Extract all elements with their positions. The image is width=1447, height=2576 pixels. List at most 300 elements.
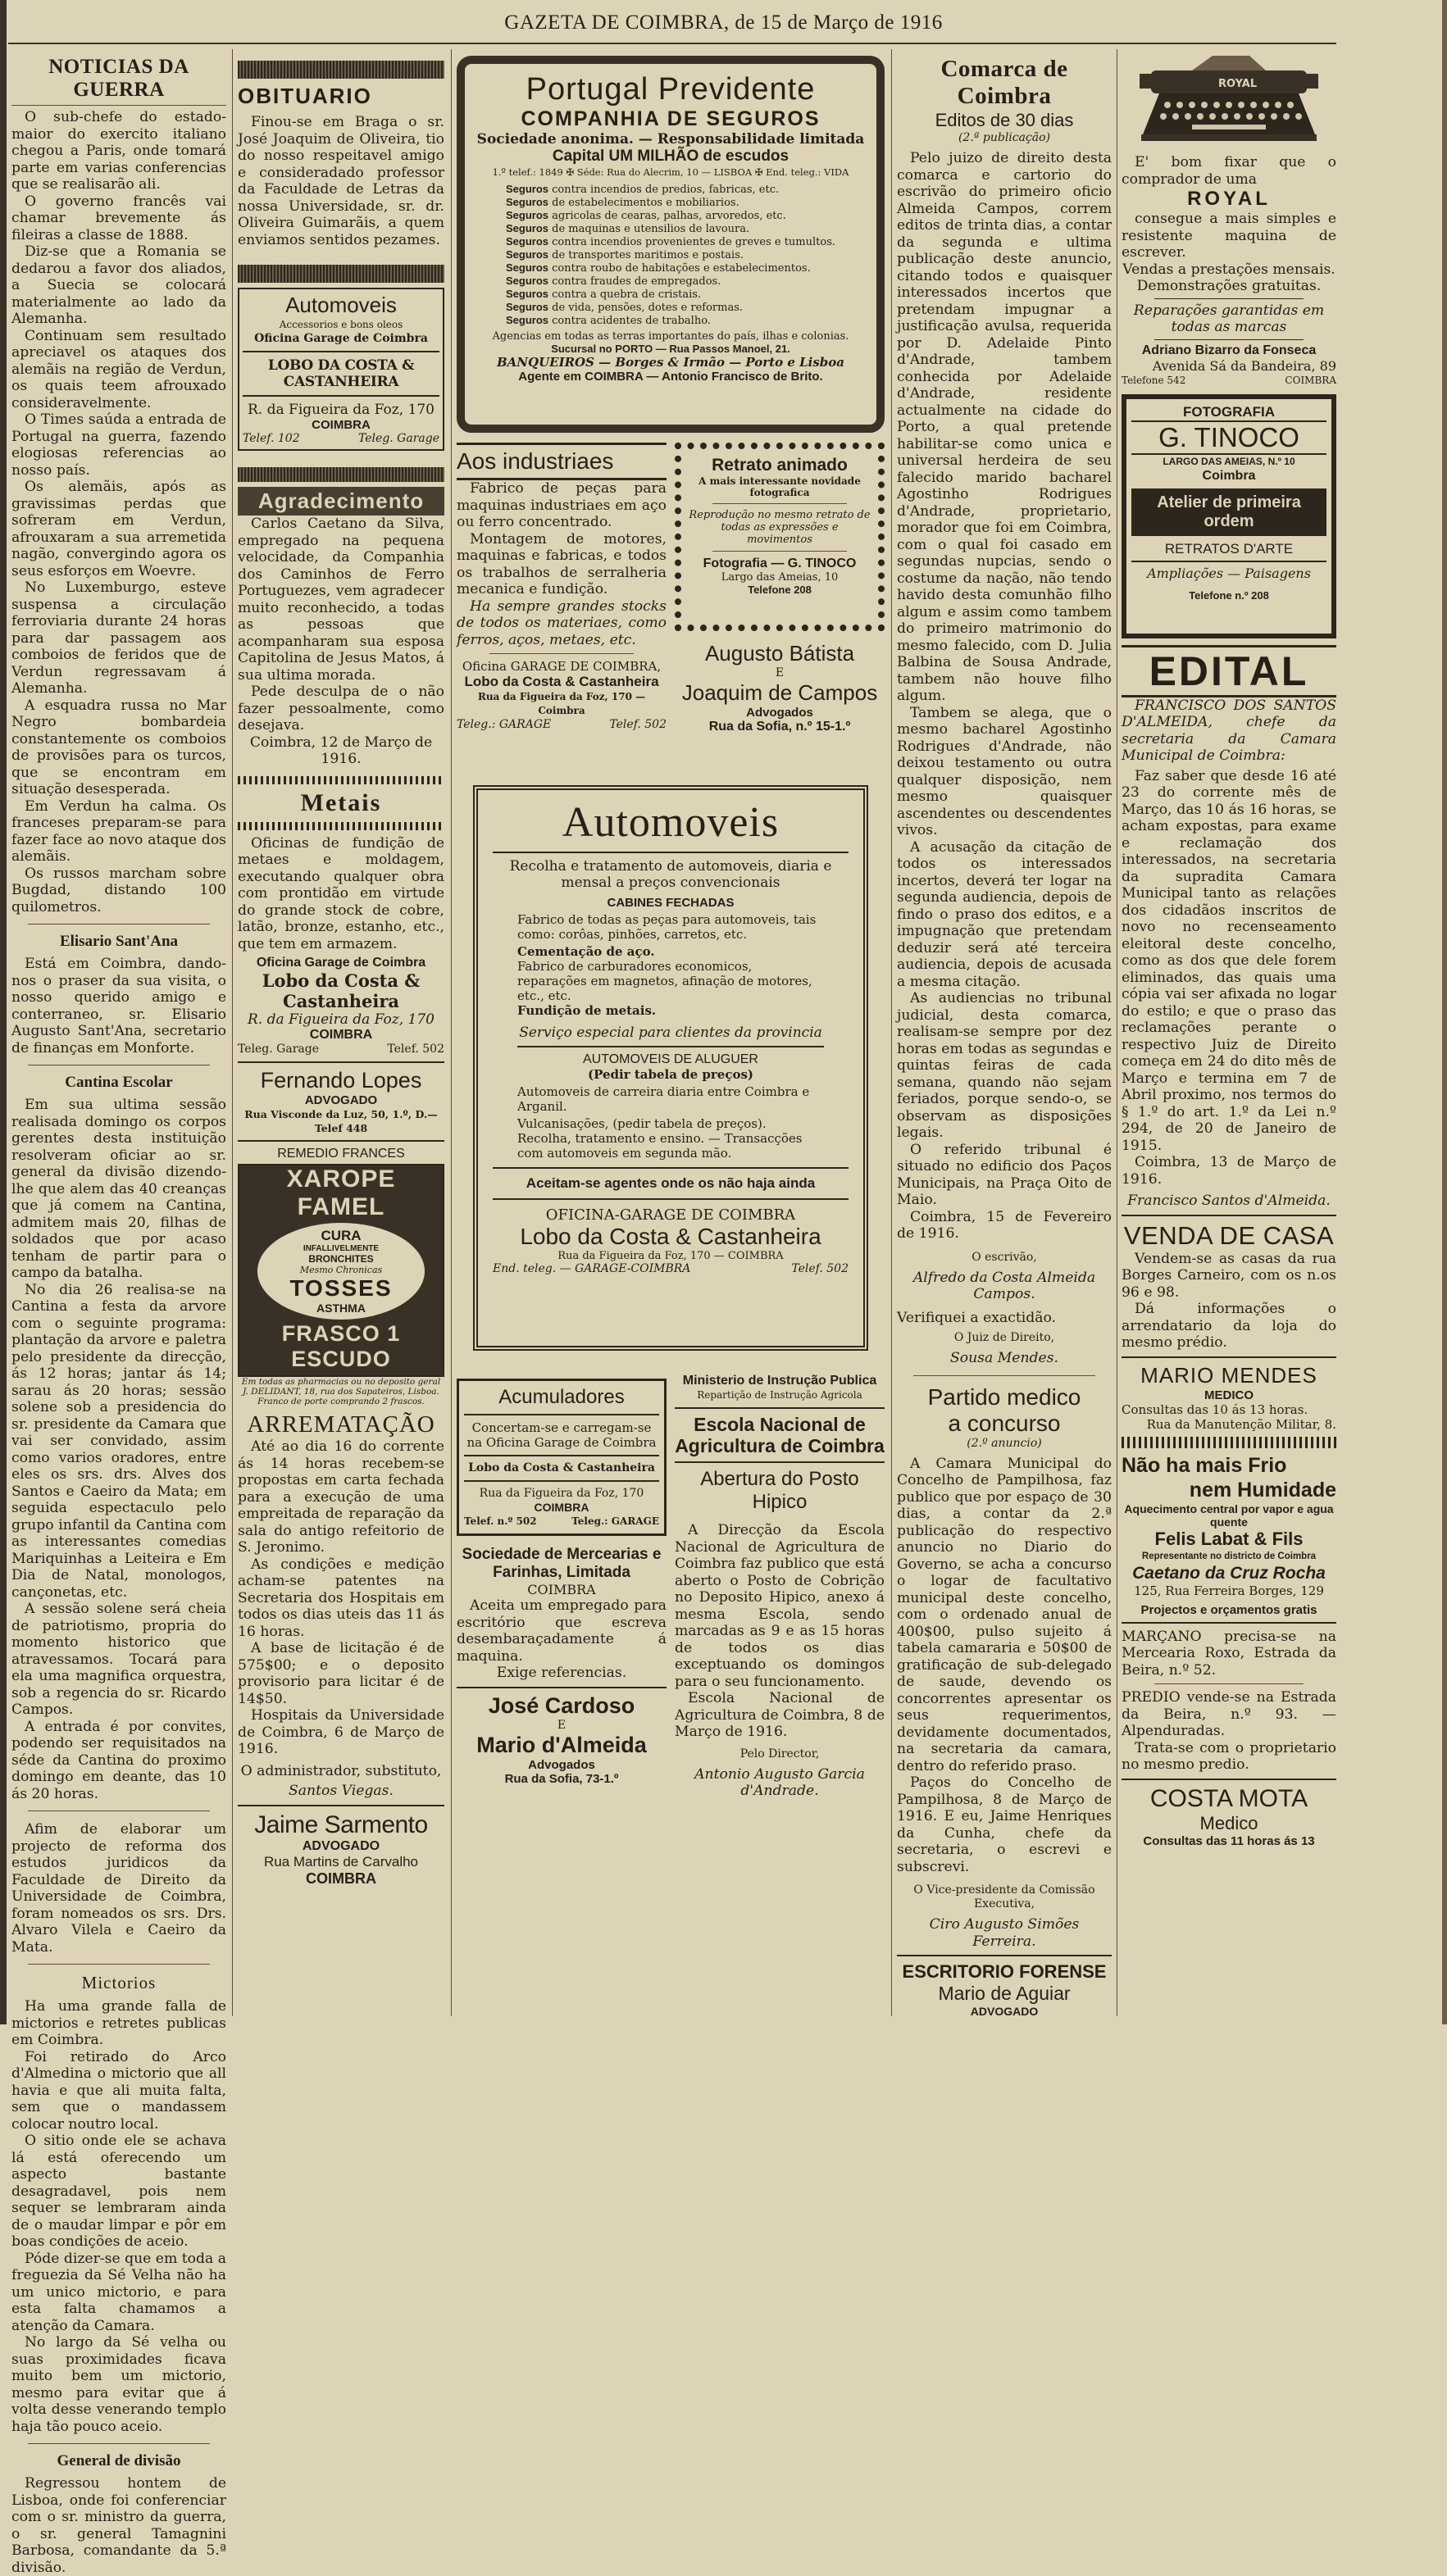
paragraph: As audiencias no tribunal judicial, desta comarca, realisam-se sempre por dez horas em todas as segundas e quintas feiras de cada semana, quando não sejam feriados, porque sendo-o, se observam as disposições legais. [897, 990, 1112, 1141]
paragraph: O Times saúda a entrada de Portugal na guerra, fazendo elogiosas referencias ao nosso país. [11, 411, 226, 479]
comarca-juiz: O Juiz de Direito, [953, 1331, 1055, 1344]
paragraph: Escola Nacional de Agricultura de Coimbra, 8 de Março de 1916. [675, 1690, 885, 1740]
ad-rule [464, 1414, 659, 1415]
auto-fund: Fundição de metais. [517, 1003, 657, 1018]
pp-item-text: contra acidentes de trabalho. [552, 315, 711, 327]
portugal-previdente-ad [457, 56, 885, 433]
paragraph: A sessão solene será cheia de patriotismo, propria do momento historico que atravessamos. Tocará para ela uma magnifica orquestra, sob a regencia do sr. Ricardo Campos. [11, 1601, 226, 1718]
arrematacao-sign: Santos Viegas. [289, 1783, 394, 1799]
paragraph: A esquadra russa no Mar Negro bombardeia constantemente os comboios de provisões para os turcos, que se encontram em situação desesperada. [11, 697, 226, 797]
comarca-verif: Verifiquei a exactidão. [897, 1309, 1056, 1326]
auto-cabines: CABINES FECHADAS [607, 896, 735, 910]
frio-title1: Não ha mais Frio [1122, 1453, 1287, 1477]
tinoco-ad [1122, 394, 1336, 638]
pp-soc: Sociedade anonima. — Responsabilidade limitada [476, 131, 865, 148]
paragraph: Diz-se que a Romania se dedarou a favor dos aliados, a Suecia se colocará materialmente ao lado da Alemanha. [11, 243, 226, 327]
auto-fab1: Fabrico de todas as peças para automoveis, tais como: corôas, pinhões, carretos, etc. [517, 912, 817, 942]
ad-title: Automoveis [285, 293, 397, 317]
mm-name: MARIO MENDES [1140, 1362, 1317, 1388]
pm-title1: Partido medico [927, 1383, 1081, 1410]
paragraph: No largo da Sé velha ou suas proximidades ficava muito bem um mictorio, mesmo para evitar que á volta desse venerando templo haja tão pouco aceio. [11, 2334, 226, 2435]
auto-title: Automoveis [562, 799, 780, 846]
pp-item-text: de estabelecimentos e mobiliarios. [552, 197, 739, 209]
paragraph: As condições e medição acham-se patentes na Secretaria dos Hospitais em todos os dias uteis das 11 ás 16 horas. [238, 1556, 444, 1640]
column-3 [457, 56, 885, 2015]
pp-item [506, 301, 835, 314]
ad-rule [243, 395, 439, 397]
ad-teleg: Teleg. Garage [358, 432, 439, 445]
jc-address: Rua da Sofia, 73-1.º [504, 1771, 619, 1786]
metais-title: Metais [300, 788, 382, 816]
tinoco-ampliacoes: Ampliações — Paisagens [1147, 565, 1311, 581]
elisario-text: Está em Coimbra, dando-nos o praser da sua visita, o nosso querido amigo e conterraneo, sr. Elisario Augusto Sant'Ana, secretario de finanças em Monforte. [11, 956, 226, 1056]
paragraph: Ha uma grande falla de mictorios e retretes publicas em Coimbra. [11, 1998, 226, 2048]
xarope-bron: BRONCHITES [308, 1253, 374, 1265]
pp-item-kind: Seguros [506, 183, 549, 195]
soc-text: Aceita um empregado para escritório que escreva desembaraçadamente á maquina. [457, 1597, 667, 1665]
royal-owner: Adriano Bizarro da Fonseca [1141, 343, 1317, 357]
comarca-pub: (2.ª publicação) [958, 131, 1051, 144]
predio-ad: PREDIO vende-se na Estrada da Beira, n.º 93. — Alpenduradas. [1122, 1689, 1336, 1739]
paragraph: O sitio onde ele se achava lá está oferecendo um aspecto bastante desagradavel, pois nem sequer se lembraram ainda de o maudar limpar e pôr em boas condições de aceio. [11, 2133, 226, 2250]
pp-capital: Capital UM MILHÃO de escudos [552, 148, 789, 165]
pp-agencias: Agencias em todas as terras importantes do país, ilhas e colonias. [492, 330, 849, 343]
obituario-text: Finou-se em Braga o sr. José Joaquim de Oliveira, tio do nosso respeitavel amigo e consideradado professor da Faculdade de Letras da nossa Universidade, sr. dr. Oliveira Guimarãis, a quem enviamos sentidos pezames. [238, 114, 444, 248]
paragraph: A Direcção da Escola Nacional de Agricultura de Coimbra faz publico que está aberto o Posto de Cobrição no Deposito Hipico, anexo á mesma Escola, sendo marcadas as 9 e as 15 horas de todos os dias exceptuando os domingos para o seu funcionamento. [675, 1522, 885, 1690]
industriaes-contacts [457, 718, 667, 732]
divider [712, 551, 847, 552]
typewriter-icon [1135, 56, 1323, 152]
ab-name2: Joaquim de Campos [681, 680, 878, 705]
divider [1154, 1683, 1304, 1684]
pp-item [506, 235, 835, 248]
marcano-ad: MARÇANO precisa-se na Mercearia Roxo, Estrada da Beira, n.º 52. [1122, 1628, 1336, 1679]
metais-tel: Telef. 502 [387, 1043, 444, 1056]
auto-aluguer: AUTOMOVEIS DE ALUGUER [583, 1052, 758, 1066]
ad-garage: Oficina Garage de Coimbra [254, 332, 428, 345]
tinoco-atelier: Atelier de primeira ordem [1131, 488, 1326, 536]
metais-garage: Oficina Garage de Coimbra [256, 956, 426, 970]
reforma-text: Afim de elaborar um projecto de reforma dos estudos juridicos da Faculdade de Direito da Universidade de Coimbra, foram nomeados os srs. Drs. Alvaro Vilela e Caeiro da Mata. [11, 1821, 226, 1956]
pp-item-kind: Seguros [506, 275, 549, 287]
page-edge [1442, 0, 1447, 2024]
right-ads [675, 443, 885, 780]
auto-contacts [493, 1262, 849, 1276]
auto-garage: OFICINA-GARAGE DE COIMBRA [545, 1206, 796, 1224]
industriaes-tel: Telef. 502 [609, 718, 667, 731]
ad-rule [493, 1167, 849, 1169]
pp-item [506, 209, 835, 222]
edital-sign: Francisco Santos d'Almeida. [1127, 1193, 1331, 1209]
column-rule [891, 49, 892, 2016]
mictorios-title: Mictorios [81, 1973, 157, 1992]
divider [238, 1140, 444, 1142]
retrato-foto: Fotografia — G. TINOCO [703, 557, 857, 570]
paragraph: Paços do Concelho de Pampilhosa, 8 de Março de 1916. E eu, Jaime Henriques da Cunha, chefe da secretaria, o escrevi e subscrevi. [897, 1774, 1112, 1875]
pp-item-kind: Seguros [506, 196, 549, 208]
paragraph: Montagem de motores, maquinas e fabricas, e todos os trabalhos de serralheria mecanica e fundição. [457, 530, 667, 597]
column-2 [238, 56, 444, 2015]
auto-vulc: Vulcanisações, (pedir tabela de preços). [517, 1116, 767, 1131]
comarca-sub: Editos de 30 dias [935, 110, 1074, 130]
divider [1122, 1622, 1336, 1624]
automoveis-ad [238, 288, 444, 451]
ministerio-title: Ministerio de Instrução Publica [682, 1374, 877, 1388]
paragraph: A entrada é por convites, podendo ser requisitados na séde da Cantina do proximo domingo em deante, das 10 ás 20 horas. [11, 1718, 226, 1802]
ornament-rule [1122, 1437, 1336, 1448]
xarope-note: Em todas as pharmacias ou no deposito geral J. DELIDANT, 18, rua dos Sapateiros, Lisboa. Franco de porte comprando 2 frascos. [241, 1377, 441, 1406]
ad-rule [493, 1198, 849, 1200]
divider [1154, 339, 1304, 340]
jaime-name: Jaime Sarmento [254, 1810, 428, 1838]
column-rule [232, 49, 233, 2016]
divider [11, 105, 226, 106]
acum-owner: Lobo da Costa & Castanheira [468, 1461, 655, 1474]
xarope-cura: CURA [321, 1228, 362, 1243]
ornament-rule [238, 822, 444, 830]
ad-rule [243, 351, 439, 352]
frio-name: Felis Labat & Fils [1154, 1528, 1304, 1549]
general-text: Regressou hontem de Lisboa, onde foi conferenciar com o sr. ministro da guerra, o sr. general Tamagnini Barbosa, comandante da 5.ª divisão. [11, 2475, 226, 2576]
cm-hours: Consultas das 11 horas ás 13 [1143, 1833, 1315, 1848]
ornament-band [238, 61, 444, 79]
mm-role: MEDICO [1204, 1388, 1254, 1402]
pp-item [506, 248, 835, 261]
ab-name1: Augusto Bátista [704, 641, 855, 666]
metais-ad [238, 956, 444, 1056]
soc-ref: Exige referencias. [496, 1665, 627, 1681]
divider [1122, 1356, 1336, 1358]
frio-address: 125, Rua Ferreira Borges, 129 [1134, 1583, 1324, 1598]
auto-owner: Lobo da Costa & Castanheira [520, 1224, 821, 1249]
pp-item-text: agricolas de cearas, palhas, arvoredos, etc. [552, 210, 786, 222]
paragraph: Faz saber que desde 16 até 23 do corrente mês de Março, das 10 ás 16 horas, se acham expostas, para exame e reclamação dos interessados, na secretaria da supradita Camara Municipal tanto as relações dos cidadãos inscritos de novo no recenseamento eleitoral deste concelho, como as dos que dele forem eliminados, das quais uma cópia vai ser afixada no logar do estilo; e que o praso das reclamações perante o respectivo Juiz de Direito começa em 24 do dito mês de Março e termina em 7 de Abril proximo, nos termos do § 1.º do art. 1.º da Lei n.º 294, de 20 de Janeiro de 1915. [1122, 767, 1336, 1154]
posto-title: Abertura do Posto Hipico [700, 1468, 859, 1513]
divider [238, 1061, 444, 1063]
masthead-rule [8, 43, 1336, 44]
retrato-ad [675, 443, 885, 631]
lopes-address: Rua Visconde da Luz, 50, 1.º, D.—Telef 448 [244, 1108, 438, 1134]
posto-director: Pelo Director, [739, 1747, 820, 1760]
industriaes-teleg: Teleg.: GARAGE [457, 718, 552, 731]
pp-item [506, 288, 835, 301]
pp-item-text: de vida, pensões, dotes e reformas. [552, 302, 743, 314]
typewriter-label: ROYAL [1218, 78, 1258, 90]
auto-fab2: Fabrico de carburadores economicos, reparações em magnetos, afinação de motores, etc., etc. [517, 959, 812, 1003]
xarope-title: XAROPE FAMEL [286, 1165, 396, 1220]
ab-address: Rua da Sofia, n.º 15-1.º [708, 720, 851, 734]
xarope-frasco: FRASCO 1 ESCUDO [281, 1321, 401, 1371]
arrematacao-title: ARREMATAÇÃO [247, 1411, 435, 1438]
acum-tel: Telef. n.º 502 [464, 1515, 537, 1527]
comarca-escrivao: O escrivão, [971, 1250, 1037, 1264]
venda-text2: Dá informações o arrendatario da loja do mesmo prédio. [1122, 1301, 1336, 1351]
frio-title2: nem Humidade [1189, 1478, 1336, 1502]
obituario-title: OBITUARIO [238, 84, 372, 108]
divider [913, 1375, 1095, 1376]
divider [28, 924, 210, 925]
paragraph: A Camara Municipal do Concelho de Pampilhosa, faz publico que por espaço de 30 dias, a contar da 2.ª publicação do respectivo anuncio no Diario do Governo, se acha a concurso o logar de facultativo municipal deste concelho, com o ordenado anual de 400$00, pulso sujeito á tabela camararia e 50$00 de gratificação de sub-delegado de saude, devendo os concorrentes apresentar os seus requerimentos, devidamente documentados, na secretaria da camara, dentro do referido praso. [897, 1455, 1112, 1774]
ad-rule [493, 852, 849, 853]
retrato-sub: A mais interessante novidade fotografica [698, 475, 861, 498]
agradecimento-date: Coimbra, 12 de Março de 1916. [249, 734, 433, 767]
divider [675, 1461, 885, 1463]
venda-text1: Vendem-se as casas da rua Borges Carneiro, com os n.os 96 e 98. [1122, 1250, 1336, 1301]
jc-name1: José Cardoso [488, 1692, 635, 1718]
retrato-text: Reprodução no mesmo retrato de todas as expressões e movimentos [689, 509, 871, 546]
ad-tel: Telef. 102 [243, 432, 300, 445]
paragraph: Em sua ultima sessão realisada domingo os corpos gerentes desta instituição resolveram oficiar ao sr. general da divisão dizendo-lhe que alem das 40 creanças que já comem na Cantina, admitem mais 20, filhas de soldados que por acaso tenham de partir para o campo da batalha. [11, 1097, 226, 1281]
column-4 [897, 56, 1112, 2018]
xarope-chron: Mesmo Chronicas [299, 1265, 383, 1275]
automoveis-main-ad [473, 785, 868, 1351]
pm-sign: Ciro Augusto Simões Ferreira. [929, 1916, 1080, 1950]
cm-role: Medico [1199, 1812, 1258, 1833]
pp-item-kind: Seguros [506, 261, 549, 274]
pp-item-text: contra fraudes de empregados. [552, 275, 721, 288]
paragraph: Carlos Caetano da Silva, empregado na pequena velocidade, da Companhia dos Caminhos de Ferro Portuguezes, vem agradecer muito reconhecido, a todas as pessoas que acompanharam sua esposa Capitolina de Jesus Matos, á sua ultima morada. [238, 516, 444, 684]
pp-title: Portugal Previdente [526, 72, 816, 107]
tinoco-address: LARGO DAS AMEIAS, N.º 10 [1163, 455, 1295, 467]
ornament-rule [238, 776, 444, 784]
divider [1122, 1215, 1336, 1216]
ab-role: Advogados [746, 706, 813, 720]
edital-title: EDITAL [1122, 645, 1336, 697]
paragraph: Em Verdun ha calma. Os franceses preparam-se para fazer face ao novo ataque dos alemãis. [11, 797, 226, 865]
xarope-oval [257, 1223, 425, 1320]
arrematacao-admin: O administrador, substituto, [240, 1762, 442, 1779]
auto-recolha: Recolha, tratamento e ensino. — Transacções com automoveis em segunda mão. [517, 1131, 803, 1161]
acumuladores-ad [457, 1379, 667, 1536]
posto-sign: Antonio Augusto Garcia d'Andrade. [694, 1765, 865, 1799]
auto-carreira: Automoveis de carreira diaria entre Coimbra e Arganil. [517, 1084, 810, 1114]
frio-rep-name: Caetano da Cruz Rocha [1132, 1563, 1326, 1583]
comarca-title: Comarca de Coimbra [940, 56, 1068, 109]
pp-item-kind: Seguros [506, 314, 549, 326]
pp-agente: Agente em COIMBRA — Antonio Francisco de Brito. [518, 370, 823, 384]
left-lower [457, 1374, 667, 1800]
paragraph: Os russos marcham sobre Bugdad, distando 100 quilometros. [11, 865, 226, 915]
ef-name: Mario de Aguiar [938, 1983, 1071, 2004]
paragraph: Fabrico de peças para maquinas industriaes em aço ou ferro concentrado. [457, 480, 667, 530]
ef-role: ADVOGADO [970, 2005, 1039, 2018]
page-edge [0, 0, 7, 2024]
acum-contacts [464, 1515, 659, 1529]
comarca-sign2: Sousa Mendes. [949, 1350, 1059, 1366]
royal-name: ROYAL [1187, 188, 1271, 210]
elisario-title: Elisario Sant'Ana [59, 933, 179, 950]
industriaes-address: Rua da Figueira da Foz, 170 — Coimbra [477, 691, 646, 716]
auto-tabela: (Pedir tabela de preços) [587, 1067, 754, 1082]
acum-city: COIMBRA [534, 1501, 589, 1514]
industriaes-title: Aos industriaes [457, 443, 667, 480]
paragraph: No Luxemburgo, esteve suspensa a circulação ferroviaria durante 24 horas para dar passagem aos comboios de feridos que de Verdun regressavam á Alemanha. [11, 579, 226, 697]
soc-title: Sociedade de Mercearias e Farinhas, Limitada [462, 1546, 662, 1581]
paragraph: Pelo juizo de direito desta comarca e cartorio do escrivão do primeiro oficio Almeida Campos, correm editos de trinta dias, a contar da segunda e ultima publicação deste anuncio, citando todos e quaisquer interessados incertos que pretendam impugnar a justificação avulsa, requerida por D. Adelaide Pinto d'Andrade, tambem conhecida por Adelaide d'Andrade, residente actualmente na cidade do Porto, a qual pretende habilitar-se como unica e universal herdeira de seu falecido marido bacharel Agostinho Rodrigues d'Andrade, proprietario, morador que foi em Coimbra, com o qual foi casado em segundas nupcias, sendo o costume da nação, não tendo havido desta comunhão filho algum e assim como tambem do primeiro matrimonio do mesmo falecido, com D. Julia Balbina de Sousa Andrade, tambem não houve filho algum. [897, 150, 1112, 704]
pp-banqueiros: BANQUEIROS — Borges & Irmão — Porto e Lisboa [496, 355, 845, 370]
right-lower [675, 1374, 885, 1800]
pp-item-text: contra a quebra de cristais. [552, 288, 702, 301]
paragraph: Continuam sem resultado apreciavel os ataques dos alemãis na região de Verdun, os quais teem afrouxado consideravelmente. [11, 327, 226, 411]
tinoco-name: G. TINOCO [1131, 420, 1326, 455]
general-title: General de divisão [57, 2452, 181, 2469]
auto-tel: Telef. 502 [791, 1262, 849, 1275]
paragraph: Foi retirado do Arco d'Almedina o mictorio que all havia e que ali muita falta, sem que o mandassem colocar noutro local. [11, 2048, 226, 2133]
xarope-inf: INFALLIVELMENTE [303, 1244, 380, 1253]
paragraph: O governo francês vai chamar brevemente ás fileiras a classe de 1888. [11, 193, 226, 243]
pp-sub: COMPANHIA DE SEGUROS [521, 107, 821, 130]
jaime-address: Rua Martins de Carvalho [263, 1853, 419, 1870]
advogados-ad [675, 641, 885, 734]
ad-owner: LOBO DA COSTA & CASTANHEIRA [267, 357, 415, 390]
ad-rule [517, 1046, 824, 1047]
royal-city: COIMBRA [1285, 374, 1336, 386]
soc-city: COIMBRA [527, 1582, 596, 1597]
pp-item-text: contra incendios provenientes de greves e tumultos. [552, 236, 836, 248]
venda-title: VENDA DE CASA [1123, 1220, 1335, 1250]
paragraph: Até ao dia 16 do corrente ás 14 horas recebem-se propostas em carta fechada para a execução de uma empreitada de reparação da sala do antigo refeitorio de S. Jeronimo. [238, 1438, 444, 1556]
escola-title: Escola Nacional de Agricultura de Coimbra [675, 1414, 885, 1456]
predio-ad-2: Trata-se com o proprietario no mesmo predio. [1122, 1739, 1336, 1773]
pp-sucursal: Sucursal no PORTO — Rua Passos Manoel, 21. [551, 343, 790, 355]
pp-item-kind: Seguros [506, 209, 549, 221]
column-1 [11, 56, 226, 2576]
pp-item-text: de maquinas e utensilios de lavoura. [552, 223, 750, 235]
divider [1122, 1779, 1336, 1780]
tinoco-tel: Telefone n.º 208 [1189, 588, 1269, 602]
paragraph: Coimbra, 13 de Março de 1916. [1122, 1154, 1336, 1188]
war-news-title: NOTICIAS DA GUERRA [48, 56, 189, 101]
pp-item [506, 261, 835, 275]
royal-text2: consegue a mais simples e resistente maquina de escrever. [1122, 211, 1336, 261]
frio-rep: Representante no districto de Coimbra [1141, 1551, 1317, 1561]
ad-rule [464, 1455, 659, 1456]
ab-e: E [775, 666, 785, 679]
paragraph: Póde dizer-se que em toda a freguezia da Sé Velha não ha um unico mictorio, e para esta falta chamamos a atenção da Camara. [11, 2250, 226, 2334]
typewriter-illustration [1122, 56, 1336, 154]
retrato-address: Largo das Ameias, 10 [721, 571, 839, 584]
xarope-tosses: TOSSES [289, 1275, 393, 1301]
tinoco-retratos: RETRATOS D'ARTE [1131, 541, 1326, 562]
retrato-title: Retrato animado [712, 456, 848, 475]
mm-address: Rua da Manutenção Militar, 8. [1146, 1416, 1336, 1432]
ad-sub: Accessorios e bons oleos [279, 319, 403, 330]
masthead: GAZETA DE COIMBRA, de 15 de Março de 1916 [504, 11, 943, 34]
pm-vice: O Vice-presidente da Comissão Executiva, [913, 1883, 1095, 1910]
mm-hours: Consultas das 10 ás 13 horas. [1122, 1402, 1308, 1417]
pp-item-kind: Seguros [506, 301, 549, 313]
acum-teleg: Teleg.: GARAGE [571, 1515, 659, 1527]
royal-text1: E' bom fixar que o comprador de uma [1122, 154, 1336, 188]
royal-tel: Telefone 542 [1122, 374, 1186, 386]
royal-text4: Reparações garantidas em todas as marcas [1133, 302, 1325, 335]
divider [489, 653, 634, 654]
ornament-band [238, 467, 444, 482]
paragraph: O referido tribunal é situado no edificio dos Paços Municipais, na Praça Oito de Maio. [897, 1141, 1112, 1208]
jc-name2: Mario d'Almeida [476, 1732, 647, 1757]
paragraph: A acusação da citação de todos os interessados incertos, deverá ter logar na segunda audiencia, depois de findo o praso dos editos, e a impugnação que pretendam deduzir será até terceira audiencia, depois de acusada a mesma citação. [897, 838, 1112, 990]
pp-item-kind: Seguros [506, 248, 549, 261]
royal-address: Avenida Sá da Bandeira, 89 [1152, 357, 1336, 374]
divider [897, 1955, 1112, 1956]
retrato-tel: Telefone 208 [748, 584, 812, 596]
auto-sub: Recolha e tratamento de automoveis, diaria e mensal a preços convencionais [509, 858, 832, 891]
pp-item-kind: Seguros [506, 235, 549, 248]
pp-item-text: contra roubo de habitações e estabelecimentos. [552, 262, 811, 275]
jc-e: E [557, 1718, 567, 1732]
edital-intro: FRANCISCO DOS SANTOS D'ALMEIDA, chefe da secretaria da Camara Municipal de Coimbra: [1122, 697, 1336, 764]
paragraph: Os alemãis, após as gravissimas perdas que sofreram em Verdun, afrouxaram a sua arremetida nagão, convergindo agora os seus esforços em Woevre. [11, 479, 226, 579]
auto-serv: Serviço especial para clientes da provincia [519, 1024, 822, 1041]
remedio-title: REMEDIO FRANCES [277, 1147, 405, 1161]
metais-address: R. da Figueira da Foz, 170 [248, 1011, 435, 1028]
paragraph: O sub-chefe do estado-maior do exercito italiano chegou a Paris, onde tomará parte em varias conferencias que se realisarão ali. [11, 109, 226, 193]
ad-rule [464, 1480, 659, 1482]
cm-name: COSTA MOTA [1149, 1784, 1308, 1812]
ad-address: R. da Figueira da Foz, 170 [248, 402, 435, 418]
divider [1154, 298, 1304, 299]
divider [712, 503, 847, 504]
metais-teleg: Teleg. Garage [238, 1043, 319, 1056]
pp-item [506, 314, 835, 327]
cantina-title: Cantina Escolar [65, 1074, 173, 1091]
lopes-role: ADVOGADO [304, 1093, 378, 1107]
acum-address: Rua da Figueira da Foz, 170 [479, 1487, 644, 1500]
xarope-asthma: ASTHMA [316, 1302, 366, 1315]
pp-item-text: de transportes maritimos e postais. [552, 249, 744, 261]
column-5 [1122, 56, 1336, 2015]
paragraph: Hospitais da Universidade de Coimbra, 6 de Março de 1916. [238, 1707, 444, 1757]
industriaes-garage: Oficina GARAGE DE COIMBRA, [462, 659, 662, 674]
auto-address: Rua da Figueira da Foz, 170 — COIMBRA [557, 1250, 784, 1262]
divider [675, 1407, 885, 1409]
metais-city: COIMBRA [309, 1028, 373, 1042]
pp-item-kind: Seguros [506, 288, 549, 300]
pp-item-text: contra incendios de predios, fabricas, etc. [552, 184, 780, 196]
pp-item [506, 222, 835, 235]
frio-projectos: Projectos e orçamentos gratis [1140, 1602, 1317, 1617]
ads-row-2 [457, 1374, 885, 1800]
comarca-date: Coimbra, 15 de Fevereiro de 1916. [897, 1208, 1112, 1242]
agradecimento-title: Agradecimento [238, 487, 444, 516]
ornament-band [238, 265, 444, 283]
pp-list [506, 183, 835, 327]
jc-role: Advogados [528, 1757, 595, 1772]
ad-city: COIMBRA [312, 418, 371, 432]
royal-contacts [1122, 374, 1336, 388]
pp-item [506, 275, 835, 288]
pp-info: 1.º telef.: 1849 ✠ Séde: Rua do Alecrim, 10 — LISBOA ✠ End. teleg.: VIDA [492, 166, 849, 178]
paragraph: No dia 26 realisa-se na Cantina a festa da arvore com o seguinte programa: plantação da arvore e paletra pelo presidente da direcção, ás 12 horas; jantar ás 14; sarau ás 20 horas; sessão solene sob a presidencia do sr. presidente da Camara que vai ser convidado, assim como varios oradores, entre eles os srs. drs. Alves dos Santos e Caeiro da Mata; em seguida espectaculo pelo grupo infantil da Cantina com as interessantes comedias Mariquinhas a Leiteira e Em Dia de Natal, monologos, cançonetas, etc. [11, 1281, 226, 1601]
divider [28, 1810, 210, 1811]
jaime-role: ADVOGADO [302, 1838, 380, 1853]
auto-agentes: Aceitam-se agentes onde os não haja ainda [526, 1175, 816, 1191]
industriaes-owner: Lobo da Costa & Castanheira [464, 674, 659, 689]
auto-cem: Cementação de aço. [517, 944, 655, 959]
royal-text3: Vendas a prestações mensais. Demonstrações gratuitas. [1122, 261, 1336, 294]
pm-title2: a concurso [948, 1410, 1061, 1436]
divider [238, 1805, 444, 1806]
frio-sub: Aquecimento central por vapor e agua quente [1124, 1502, 1334, 1529]
column-rule [451, 49, 452, 2016]
jaime-city: COIMBRA [306, 1870, 376, 1887]
lopes-name: Fernando Lopes [260, 1068, 422, 1093]
paragraph: A base de licitação é de 575$00; e o deposito provisorio para licitar é de 14$50. [238, 1640, 444, 1707]
paragraph: Ha sempre grandes stocks de todos os materiaes, como ferros, aços, metaes, etc. [457, 597, 667, 648]
metais-owner: Lobo da Costa & Castanheira [262, 970, 421, 1011]
ministerio-sub: Repartição de Instrução Agricola [697, 1389, 862, 1401]
ef-title: ESCRITORIO FORENSE [902, 1961, 1107, 1982]
